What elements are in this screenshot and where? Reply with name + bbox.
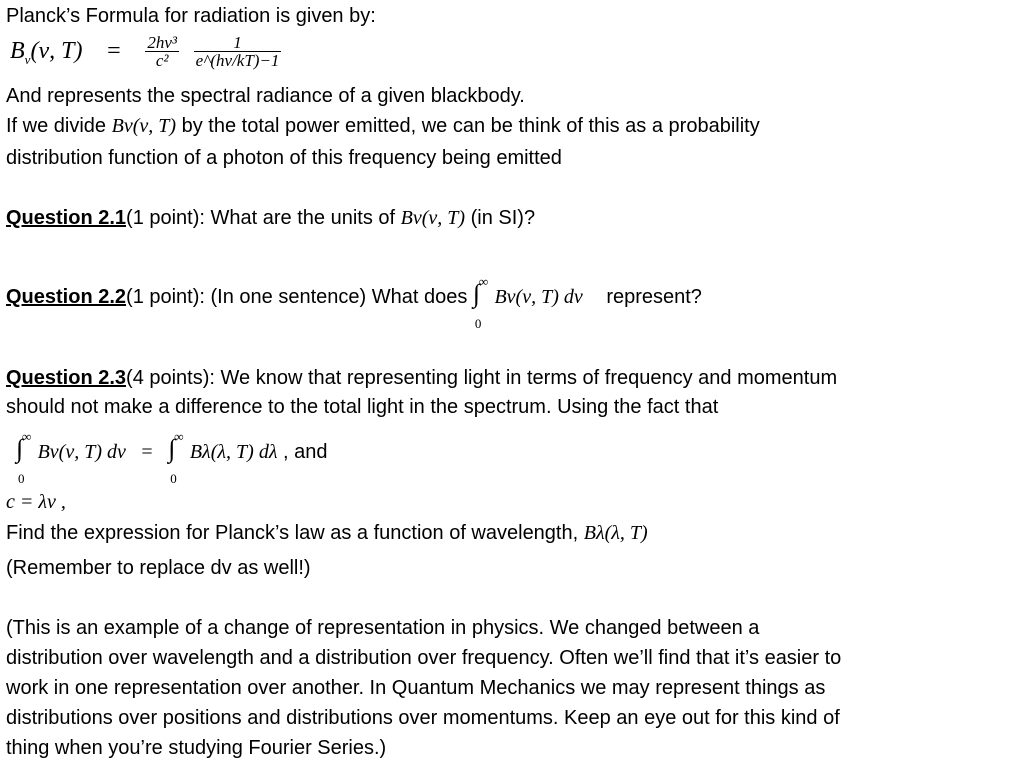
question-2-3: Question 2.3(4 points): We know that representing light in terms of frequency and momentum	[6, 367, 838, 389]
question-2-1-math: Bν(ν, T)	[400, 207, 466, 229]
divide-line-2: distribution function of a photon of this frequency being emitted	[6, 147, 562, 169]
question-2-2: Question 2.2(1 point): (In one sentence) What does ∫ ∞ 0 Bν(ν, T) dν represent?	[6, 273, 702, 331]
equation-rhs: Bλ(λ, T) dλ	[189, 441, 278, 463]
equation-equals: =	[141, 441, 153, 463]
represents-line: And represents the spectral radiance of a given blackbody.	[6, 85, 525, 107]
closing-line-5: thing when you’re studying Fourier Series.)	[6, 737, 387, 759]
formula-equals: =	[107, 37, 121, 64]
remember-note: (Remember to replace dv as well!)	[6, 557, 311, 579]
c-relation: c = λν ,	[6, 491, 66, 513]
closing-line-4: distributions over positions and distributions over momentums. Keep an eye out for this kind of	[6, 707, 840, 729]
integral-symbol-rhs: ∫ ∞ 0	[168, 428, 184, 486]
question-2-2-integrand: Bν(ν, T) dν	[494, 286, 583, 308]
find-expression-math: Bλ(λ, T)	[583, 522, 648, 544]
intro-title: Planck’s Formula for radiation is given by:	[6, 5, 376, 27]
closing-line-1: (This is an example of a change of representation in physics. We changed between a	[6, 617, 760, 639]
closing-line-3: work in one representation over another. In Quantum Mechanics we may represent things as	[6, 677, 826, 699]
formula-lhs: $B_\nu(\nu$, T)	[10, 37, 83, 67]
planck-formula	[10, 34, 281, 72]
question-2-1-label: Question 2.1	[6, 207, 127, 229]
formula-fraction-1: $\frac{\text{2hν³}}{\text{c²}}$	[147, 33, 177, 70]
equation-lhs: Bν(ν, T) dν	[37, 441, 126, 463]
integral-symbol-lhs: ∫ ∞ 0	[16, 428, 32, 486]
integral-symbol: ∫ ∞ 0	[472, 273, 489, 331]
integral-equation: ∫ ∞ 0 Bν(ν, T) dν = ∫ ∞ 0 Bλ(λ, T) dλ , and	[16, 428, 328, 486]
question-2-3-line-2: should not make a difference to the total light in the spectrum. Using the fact that	[6, 396, 719, 418]
formula-fraction-2: $\frac{1}{e\^{}(h\nu/kT)-1}$	[195, 33, 280, 70]
divide-line: If we divide Bν(ν, T) by the total power emitted, we can be think of this as a probability	[6, 115, 760, 137]
divide-math: Bν(ν, T)	[111, 115, 177, 137]
question-2-2-label: Question 2.2	[6, 286, 127, 308]
question-2-3-label: Question 2.3	[6, 367, 127, 389]
closing-line-2: distribution over wavelength and a distribution over frequency. Often we’ll find that it’s easier to	[6, 647, 842, 669]
question-2-1: Question 2.1(1 point): What are the units of Bν(ν, T) (in SI)?	[6, 207, 536, 229]
find-expression: Find the expression for Planck’s law as a function of wavelength, Bλ(λ, T)	[6, 522, 648, 544]
